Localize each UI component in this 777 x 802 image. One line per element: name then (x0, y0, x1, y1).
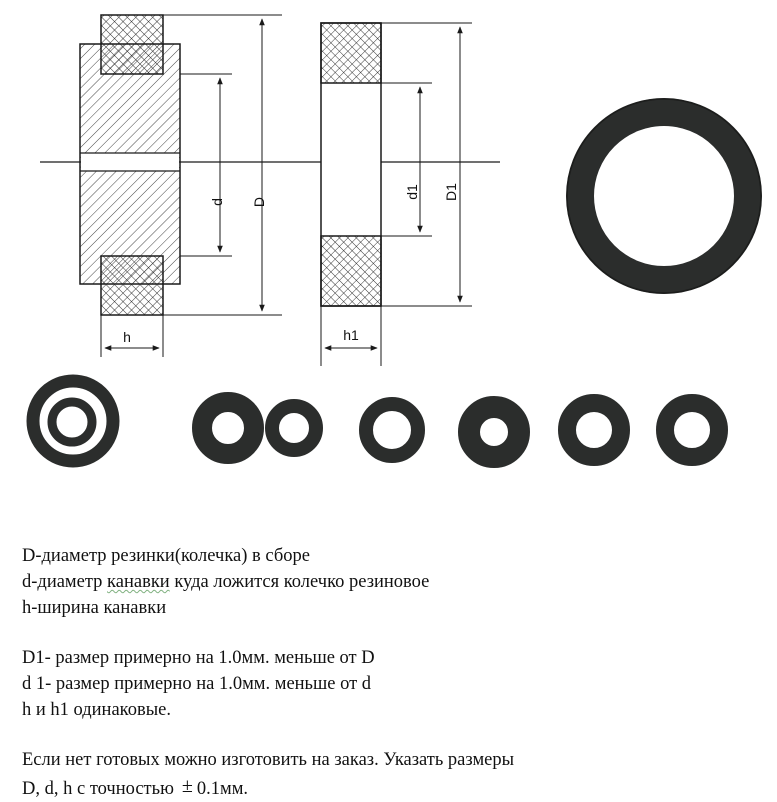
note-spacer-2 (22, 723, 762, 747)
note-order: Если нет готовых можно изготовить на заказ. Указать размеры (22, 750, 515, 770)
note-precision-part1: D, d, h с точностью (22, 779, 174, 799)
note-h: h-ширина канавки (22, 598, 167, 618)
note-precision (22, 773, 762, 802)
nested-ring-pair (33, 381, 113, 461)
label-h1: h1 (343, 327, 359, 343)
large-ring-photo (567, 99, 761, 293)
shaft-bore (81, 153, 179, 171)
ring-section-top-free (321, 23, 381, 83)
note-d (22, 569, 762, 595)
ring-section-bottom-free (321, 236, 381, 306)
note-D: D-диаметр резинки(колечка) в сборе (22, 546, 310, 566)
ring-section-bottom (101, 256, 163, 315)
ring-photo-5 (567, 403, 621, 457)
label-D1: D1 (443, 183, 459, 201)
ring-section-view (321, 23, 381, 306)
ring-photo-6 (665, 403, 719, 457)
note-h-h1: h и h1 одинаковые. (22, 700, 171, 720)
ring-photo-2 (272, 406, 316, 450)
plus-minus-sign: ± (181, 775, 193, 797)
note-d-part1: d-диаметр (22, 572, 108, 592)
label-h: h (123, 329, 131, 345)
note-spacer (22, 621, 762, 645)
label-d: d (209, 198, 225, 206)
note-d-part2: канавки (107, 572, 170, 592)
note-d-part3: куда ложится колечко резиновое (169, 572, 430, 592)
note-D1: D1- размер примерно на 1.0мм. меньше от D (22, 648, 375, 668)
shaft-assembly-section (80, 15, 180, 315)
label-d1: d1 (404, 184, 420, 200)
small-rings-row (33, 381, 719, 461)
note-d1: d 1- размер примерно на 1.0мм. меньше от d (22, 674, 372, 694)
ring-section-top (101, 15, 163, 74)
note-precision-part2: 0.1мм. (196, 779, 249, 799)
ring-photo-4 (469, 407, 519, 457)
ring-photo-1 (202, 402, 254, 454)
ring-photo-3 (366, 404, 418, 456)
description-notes (22, 543, 762, 802)
label-D: D (251, 196, 267, 208)
